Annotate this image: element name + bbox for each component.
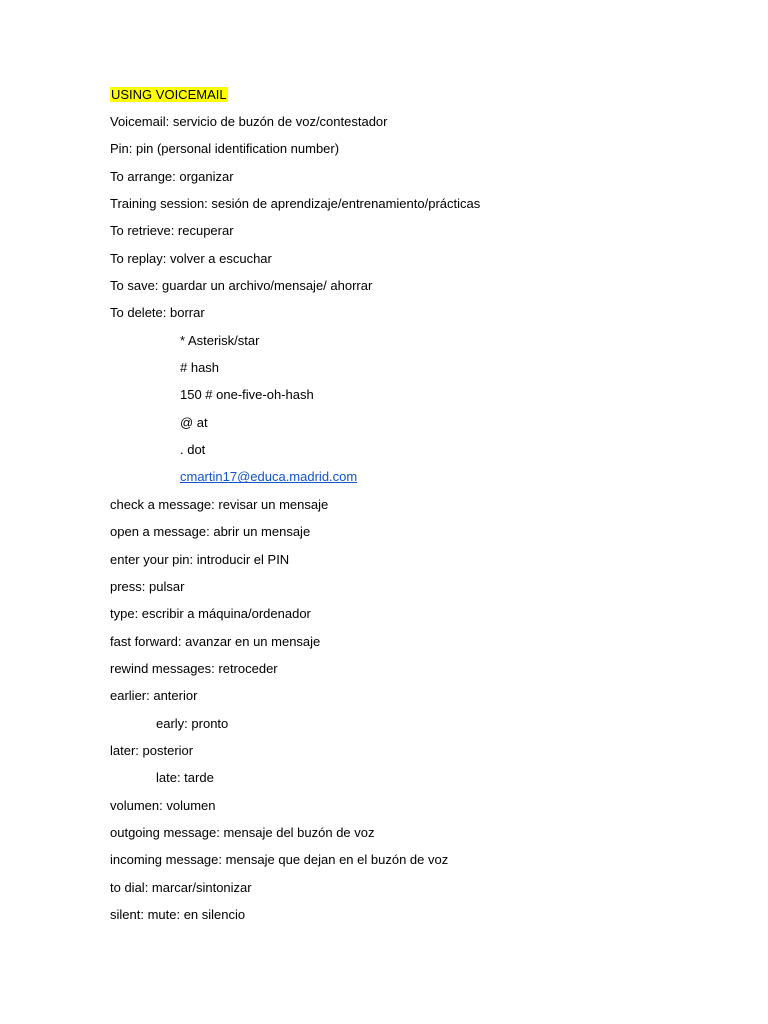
- vocab-line: Pin: pin (personal identification number): [110, 141, 340, 157]
- symbol-line: 150 # one-five-oh-hash: [180, 387, 314, 403]
- vocab-line: type: escribir a máquina/ordenador: [110, 606, 311, 622]
- vocab-line: Training session: sesión de aprendizaje/entrenamiento/prácticas: [110, 196, 481, 212]
- title-line: [110, 85, 730, 112]
- vocab-line: rewind messages: retroceder: [110, 660, 278, 676]
- symbol-line: * Asterisk/star: [180, 332, 260, 348]
- vocab-line: To save: guardar un archivo/mensaje/ ahorrar: [110, 278, 373, 294]
- email-line: [110, 467, 730, 494]
- vocab-line: silent: mute: en silencio: [110, 906, 246, 922]
- vocab-line: press: pulsar: [110, 578, 185, 594]
- vocab-line: to dial: marcar/sintonizar: [110, 879, 252, 895]
- vocab-line: incoming message: mensaje que dejan en el buzón de voz: [110, 852, 449, 868]
- document-body: [110, 85, 730, 932]
- email-link[interactable]: cmartin17@educa.madrid.com: [180, 469, 358, 485]
- symbol-line: @ at: [180, 414, 208, 430]
- symbol-line: # hash: [180, 360, 220, 376]
- vocab-line: fast forward: avanzar en un mensaje: [110, 633, 321, 649]
- vocab-line: enter your pin: introducir el PIN: [110, 551, 290, 567]
- vocab-line: check a message: revisar un mensaje: [110, 496, 329, 512]
- vocab-line: open a message: abrir un mensaje: [110, 524, 311, 540]
- vocab-line: To retrieve: recuperar: [110, 223, 234, 239]
- vocab-line: outgoing message: mensaje del buzón de voz: [110, 824, 375, 840]
- vocab-line: To arrange: organizar: [110, 168, 234, 184]
- vocab-line: earlier: anterior: [110, 688, 198, 704]
- sub-vocab-line: early: pronto: [156, 715, 229, 731]
- vocab-line: To replay: volver a escuchar: [110, 250, 272, 266]
- vocab-line: volumen: volumen: [110, 797, 216, 813]
- sub-vocab-line: late: tarde: [156, 770, 214, 786]
- document-title: USING VOICEMAIL: [111, 87, 227, 102]
- vocab-line: later: posterior: [110, 742, 194, 758]
- symbol-line: . dot: [180, 442, 206, 458]
- vocab-line: To delete: borrar: [110, 305, 205, 321]
- vocab-line: Voicemail: servicio de buzón de voz/contestador: [110, 114, 388, 129]
